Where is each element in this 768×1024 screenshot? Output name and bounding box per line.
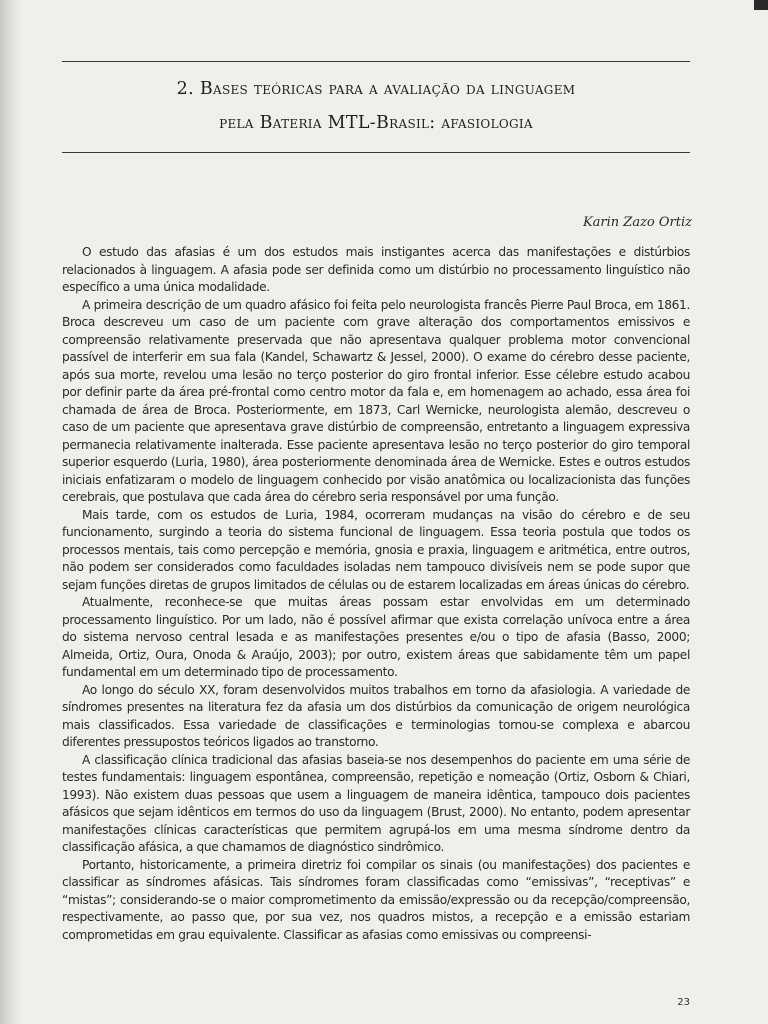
paragraph-1: O estudo das afasias é um dos estudos mais instigantes acerca das manifestações e distúrbios relacionados à linguagem. A afasia pode ser definida como um distúrbio no processamento linguístico não específico a uma única modalidade.	[62, 245, 690, 294]
paragraph-6: A classificação clínica tradicional das afasias baseia-se nos desempenhos do paciente em uma série de testes fundamentais: linguagem espontânea, compreensão, repetição e nomeação (Ortiz, Osborn & Chiari, 1993). Não existem duas pessoas que usem a linguagem de maneira idêntica, tampouco dois pacientes afásicos que sejam idênticos em termos do uso da linguagem (Brust, 2000). No entanto, podem apresentar manifestações clínicas características que permitem agrupá-los em uma mesma síndrome dentro da classificação afásica, a que chamamos de diagnóstico sindrômico.	[62, 752, 690, 854]
paragraph-4: Atualmente, reconhece-se que muitas áreas possam estar envolvidas em um determinado processamento linguístico. Por um lado, não é possível afirmar que exista correlação unívoca entre a área do sistema nervoso central lesada e as manifestações presentes e/ou o tipo de afasia (Basso, 2000; Almeida, Ortiz, Oura, Onoda & Araújo, 2003); por outro, existem áreas que sabidamente têm um papel fundamental em um determinado tipo de processamento.	[62, 595, 690, 679]
paragraph-5: Ao longo do século XX, foram desenvolvidos muitos trabalhos em torno da afasiologia. A variedade de síndromes presentes na literatura fez da afasia um dos distúrbios da comunicação de origem neurológica mais classificados. Essa variedade de classificações e terminologias tornou-se complexa e abarcou diferentes pressupostos teóricos ligados ao transtorno.	[62, 682, 690, 749]
header-rule-top	[62, 61, 690, 62]
paragraph-3: Mais tarde, com os estudos de Luria, 1984, ocorreram mudanças na visão do cérebro e de seu funcionamento, surgindo a teoria do sistema funcional de linguagem. Essa teoria postula que todos os processos mentais, tais como percepção e memória, gnosia e praxia, linguagem e aritmética, entre outros, não podem ser considerados como faculdades isoladas nem tampouco divisíveis nem se pode supor que sejam funções diretas de grupos limitados de células ou de estarem localizadas em áreas únicas do cérebro.	[62, 507, 690, 592]
chapter-title	[62, 72, 690, 140]
page-binding-shadow	[0, 0, 22, 1024]
scan-corner-mark	[754, 0, 768, 10]
paragraph-2: A primeira descrição de um quadro afásico foi feita pelo neurologista francês Pierre Paul Broca, em 1861. Broca descreveu um caso de um paciente com grave alteração dos comportamentos emissivos e compreensão relativamente preservada que não apresentava qualquer problema motor convencional passível de interferir em sua fala (Kandel, Schawartz & Jessel, 2000). O exame do cérebro desse paciente, após sua morte, revelou uma lesão no terço posterior do giro frontal inferior. Esse célebre estudo acabou por definir parte da área pré-frontal como centro motor da fala e, em homenagem ao achado, essa área foi chamada de área de Broca. Posteriormente, em 1873, Carl Wernicke, neurologista alemão, descreveu o caso de um paciente que apresentava grave distúrbio de compreensão, entretanto a linguagem expressiva permanecia relativamente inalterada. Esse paciente apresentava lesão no terço posterior do giro temporal superior esquerdo (Luria, 1980), área posteriormente denominada área de Wernicke. Estes e outros estudos iniciais enfatizaram o modelo de linguagem conhecido por visão anatômica ou localizacionista das funções cerebrais, que postulava que cada área do cérebro seria responsável por uma função.	[62, 297, 690, 504]
chapter-title-line-2: pela Bateria MTL-Brasil: afasiologia	[219, 113, 533, 133]
page-number: 23	[677, 997, 690, 1008]
author-name: Karin Zazo Ortiz	[582, 215, 692, 230]
chapter-title-line-1: 2. Bases teóricas para a avaliação da linguagem	[176, 79, 576, 99]
paragraph-7: Portanto, historicamente, a primeira diretriz foi compilar os sinais (ou manifestações) dos pacientes e classificar as síndromes afásicas. Tais síndromes foram classificadas como “emissivas”, “receptivas” e “mistas”; considerando-se o maior comprometimento da emissão/expressão ou da recepção/compreensão, respectivamente, ao passo que, por sua vez, nos quadros mistos, a recepção e a emissão estariam comprometidas em grau equivalente. Classificar as afasias como emissivas ou compreensi-	[62, 857, 690, 942]
body-text	[62, 244, 690, 944]
header-rule-bottom	[62, 152, 690, 153]
